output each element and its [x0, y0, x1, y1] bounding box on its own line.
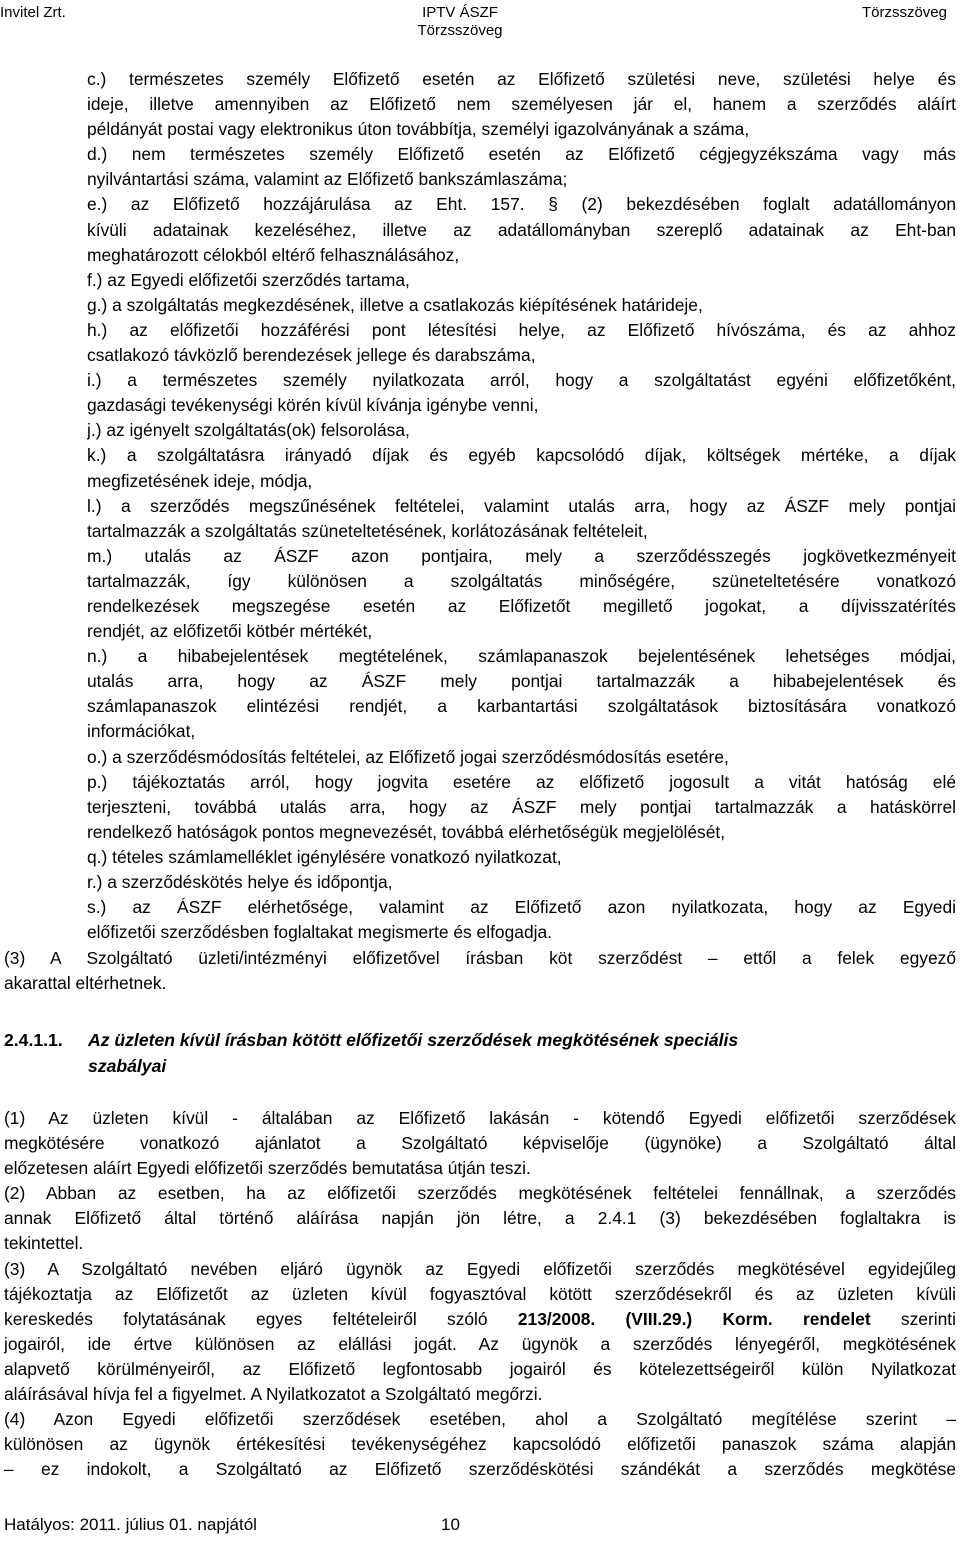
header-company: Invitel Zrt. — [0, 4, 66, 21]
text-line: h.) az előfizetői hozzáférési pont létesítési helye, az Előfizető hívószáma, és az ahhoz — [87, 319, 956, 340]
section-heading — [4, 1028, 944, 1079]
text-line: o.) a szerződésmódosítás feltételei, az Előfizető jogai szerződésmódosítás esetére, — [87, 746, 729, 767]
text-line: terjeszteni, továbbá utalás arra, hogy az ÁSZF mely pontjai tartalmazzák a hatáskörrel — [87, 796, 956, 817]
header-title-line1: IPTV ÁSZF — [422, 4, 498, 21]
text-line: előfizetői szerződésben foglaltakat megismerte és elfogadja. — [87, 922, 552, 943]
text-line: (2) Abban az esetben, ha az előfizetői szerződés megkötésének feltételei fennállnak, a szerződés — [4, 1183, 956, 1204]
text-line: (1) Az üzleten kívül - általában az Előfizető lakásán - kötendő Egyedi előfizetői szerződések — [4, 1108, 956, 1128]
section-title: Az üzleten kívül írásban kötött előfizetői szerződések megkötésének speciális — [88, 1030, 739, 1050]
text-line: megfizetésének ideje, módja, — [87, 470, 313, 491]
text-line: csatlakozó távközlő berendezések jellege és darabszáma, — [87, 345, 536, 366]
text-line: rendelkezések megszegése esetén az Előfizetőt megillető jogokat, a díjvisszatérítés — [87, 595, 956, 616]
section-heading-line2: szabályai — [88, 1055, 167, 1076]
text-line: tájékoztatja az Előfizetőt az üzleten kívül fogyasztóval kötött szerződésekről és az üzleten kívüli — [4, 1283, 956, 1304]
text-line: nyilvántartási száma, valamint az Előfizető bankszámlaszáma; — [87, 169, 568, 190]
text-line: k.) a szolgáltatásra irányadó díjak és egyéb kapcsolódó díjak, költségek mértéke, a díjak — [87, 445, 956, 466]
text-line: tekintettel. — [4, 1233, 84, 1254]
text-line: d.) nem természetes személy Előfizető esetén az Előfizető cégjegyzékszáma vagy más — [87, 144, 956, 165]
text-line: r.) a szerződéskötés helye és időpontja, — [87, 872, 393, 892]
text-line: n.) a hibabejelentések megtételének, számlapanaszok bejelentésének lehetséges módjai, — [87, 646, 956, 667]
text-line: g.) a szolgáltatás megkezdésének, illetve a csatlakozás kiépítésének határideje, — [87, 294, 703, 315]
text-line: (3) A Szolgáltató nevében eljáró ügynök az Egyedi előfizetői szerződés megkötésével egyidejűleg — [4, 1258, 956, 1279]
text-line: q.) tételes számlamelléklet igénylésére vonatkozó nyilatkozat, — [87, 846, 562, 867]
text-line: ideje, illetve amennyiben az Előfizető nem személyesen jár el, hanem a szerződés aláírt — [87, 94, 956, 115]
footer-effective-date: Hatályos: 2011. július 01. napjától — [4, 1515, 257, 1534]
text-line: f.) az Egyedi előfizetői szerződés tartama, — [87, 269, 410, 290]
text-line: különösen az ügynök értékesítési tevékenységéhez kapcsolódó előfizetői panaszok száma alapján — [4, 1434, 956, 1455]
text-line: meghatározott célokból eltérő felhasználásához, — [87, 244, 460, 265]
text-line: előzetesen aláírt Egyedi előfizetői szerződés bemutatása útján teszi. — [4, 1158, 531, 1179]
text-line: akarattal eltérhetnek. — [4, 973, 167, 994]
text-line: kívüli adatainak kezeléséhez, illetve az adatállományban szereplő adatainak az Eht-ban — [87, 219, 956, 240]
text-line: i.) a természetes személy nyilatkozata arról, hogy a szolgáltatást egyéni előfizetőként, — [87, 370, 956, 391]
decree-reference: 213/2008. (VIII.29.) Korm. rendelet — [517, 1308, 871, 1329]
text-line: gazdasági tevékenységi körén kívül kívánja igénybe venni, — [87, 395, 539, 416]
text-line: jogairól, ide értve különösen az elállási jogát. Az ügynök a szerződés lényegéről, megkötésének — [4, 1333, 956, 1354]
text-line: alapvető körülményeiről, az Előfizető legfontosabb jogairól és kötelezettségeiről külön Nyilatkozat — [4, 1358, 956, 1379]
section-heading-line1 — [4, 1028, 944, 1054]
text-line: (4) Azon Egyedi előfizetői szerződések esetében, ahol a Szolgáltató megítélése szerint – — [4, 1409, 956, 1430]
text-line: m.) utalás az ÁSZF azon pontjaira, mely a szerződésszegés jogkövetkezményeit — [87, 545, 956, 566]
section-number: 2.4.1.1. — [4, 1030, 63, 1050]
text-line: aláírásával hívja fel a figyelmet. A Nyilatkozatot a Szolgáltató megőrzi. — [4, 1384, 543, 1405]
text-line: információkat, — [87, 721, 196, 742]
text-line: j.) az igényelt szolgáltatás(ok) felsorolása, — [87, 420, 410, 441]
text-line: megkötésére vonatkozó ajánlatot a Szolgáltató képviselője (ügynöke) a Szolgáltató által — [4, 1133, 956, 1154]
text-line: rendelkező hatóságok pontos megnevezését, továbbá elérhetőségük megjelölését, — [87, 821, 726, 842]
header-document-title — [405, 4, 515, 40]
text-line: számlapanaszok elintézési rendjét, a karbantartási szolgáltatások biztosítására vonatkozó — [87, 696, 956, 717]
text-line: c.) természetes személy Előfizető esetén az Előfizető születési neve, születési helye és — [87, 69, 956, 89]
text-line: rendjét, az előfizetői kötbér mértékét, — [87, 621, 373, 642]
text-line: utalás arra, hogy az ÁSZF mely pontjai tartalmazzák a hibabejelentések és — [87, 671, 956, 692]
text-line: s.) az ÁSZF elérhetősége, valamint az Előfizető azon nyilatkozata, hogy az Egyedi — [87, 897, 956, 918]
text-line: kereskedés folytatásának egyes feltételeiről szóló 213/2008. (VIII.29.) Korm. rendelet szerinti — [4, 1308, 956, 1329]
section-body — [4, 1106, 956, 1482]
header-title-line2: Törzsszöveg — [417, 22, 503, 39]
text-line: – ez indokolt, a Szolgáltató az Előfizető szerződéskötési szándékát a szerződés megkötése — [4, 1459, 956, 1480]
text-line: tartalmazzák, így különösen a szolgáltatás minőségére, szüneteltetésére vonatkozó — [87, 570, 956, 591]
text-line: p.) tájékoztatás arról, hogy jogvita esetére az előfizető jogosult a vitát hatóság elé — [87, 771, 956, 792]
text-line: példányát postai vagy elektronikus úton továbbítja, személyi igazolványának a száma, — [87, 119, 750, 140]
text-line: e.) az Előfizető hozzájárulása az Eht. 157. § (2) bekezdésében foglalt adatállományon — [87, 194, 956, 215]
text-line: annak Előfizető által történő aláírása napján jön létre, a 2.4.1 (3) bekezdésében foglaltakra is — [4, 1208, 956, 1229]
paragraph-3 — [4, 946, 956, 996]
header-section: Törzsszöveg — [861, 4, 947, 21]
text-line: tartalmazzák a szolgáltatás szüneteltetésének, korlátozásának feltételeit, — [87, 520, 648, 541]
page-number: 10 — [441, 1515, 460, 1534]
text-line: l.) a szerződés megszűnésének feltételei, valamint utalás arra, hogy az ÁSZF mely pontjai — [87, 495, 956, 516]
contract-content-list — [87, 67, 956, 945]
text-line: (3) A Szolgáltató üzleti/intézményi előfizetővel írásban köt szerződést – ettől a felek egyező — [4, 948, 956, 968]
